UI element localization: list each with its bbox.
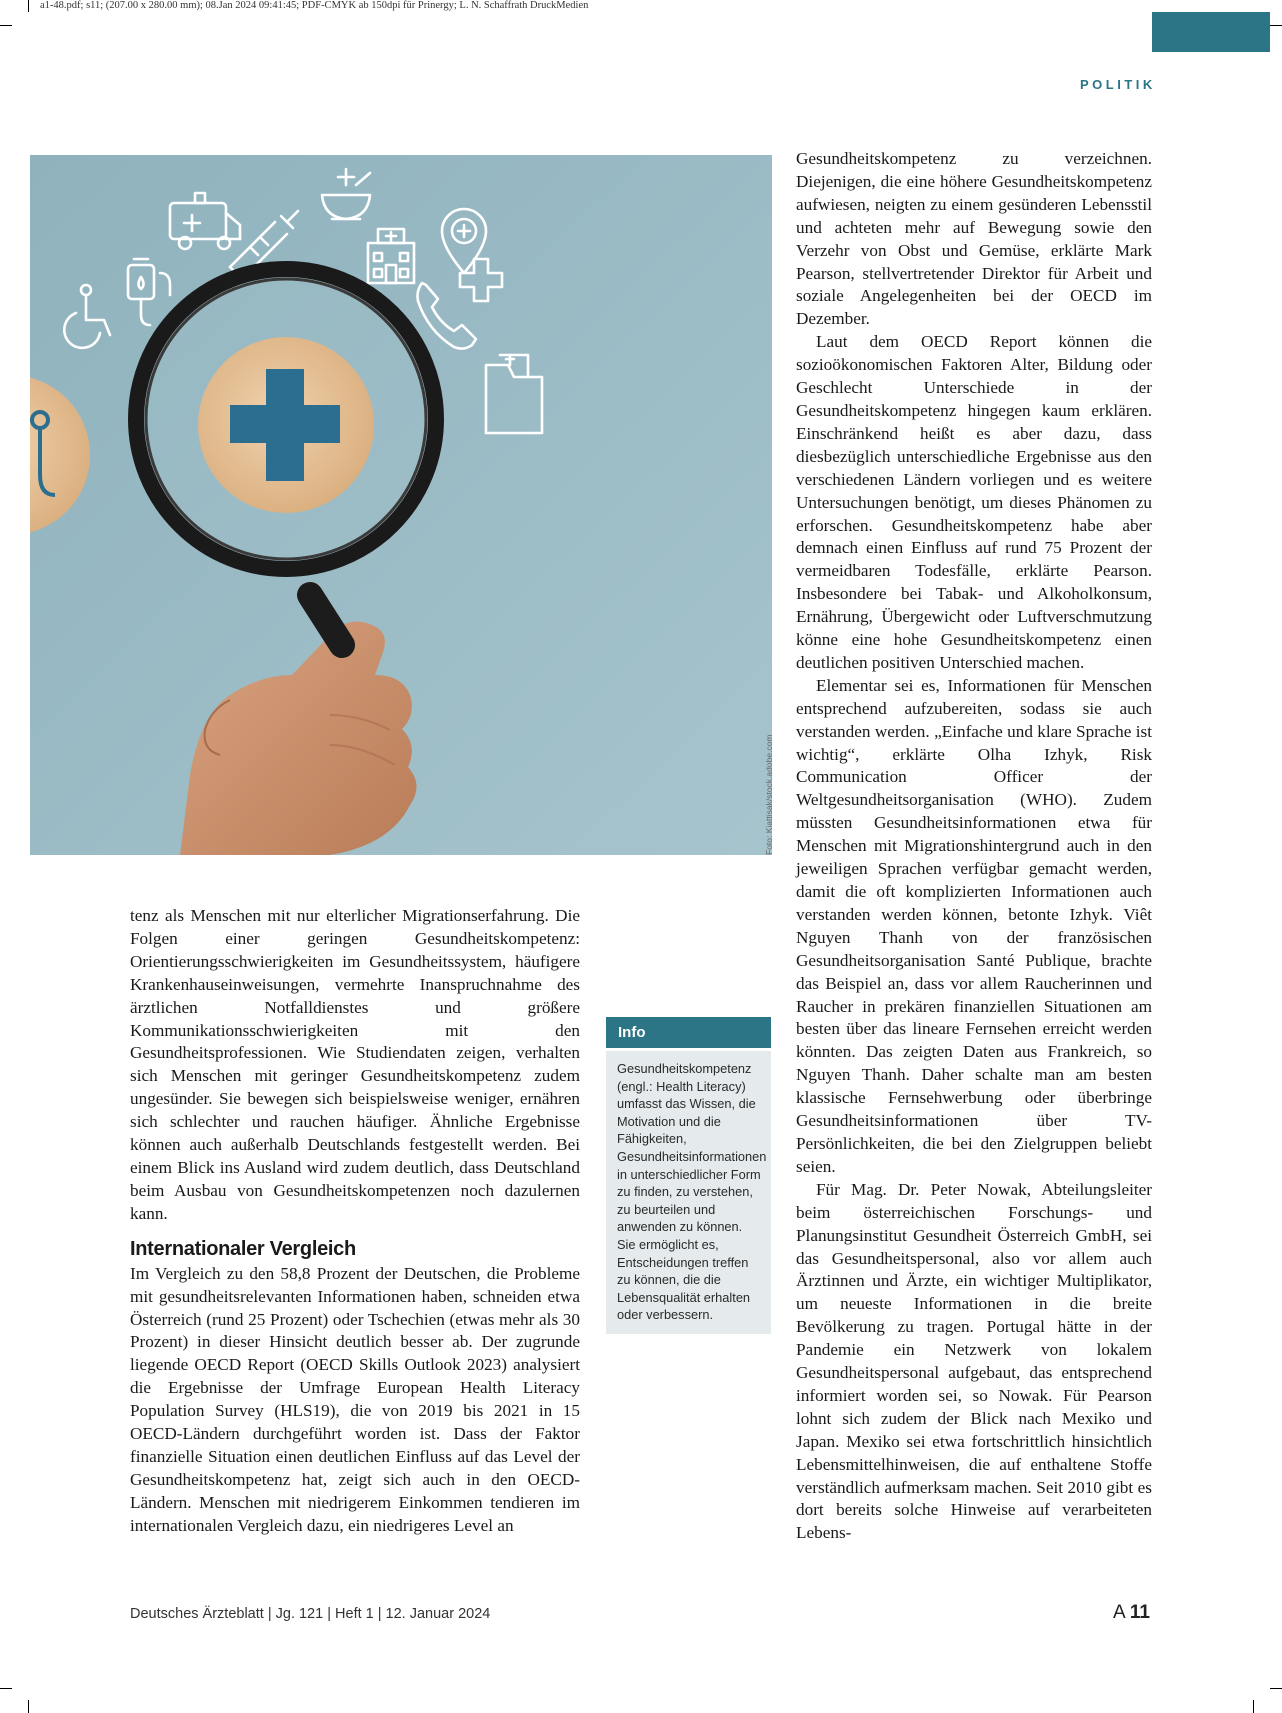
right-column xyxy=(796,148,1152,1545)
page-number xyxy=(1113,1602,1150,1624)
info-box-text: Gesundheitskompetenz (engl.: Health Literacy) umfasst das Wissen, die Motivation und die Fähigkeiten, Gesundheitsinformationen in unterschiedlicher Form zu finden, zu verstehen, zu beurteilen und anwenden zu können. Sie ermöglicht es, Entscheidungen treffen zu können, die die Lebensqualität erhalten oder verbessern. xyxy=(606,1051,771,1334)
crop-mark xyxy=(28,1700,29,1713)
crop-mark xyxy=(1270,25,1282,26)
left-paragraph-2: Im Vergleich zu den 58,8 Prozent der Deutschen, die Probleme mit gesundheitsrelevanten Informationen haben, schneiden etwa Österreich (rund 25 Prozent) oder Tschechien (etwas mehr als 30 Prozent) in dieser Hinsicht deutlich besser ab. Der zugrunde liegende OECD Report (OECD Skills Outlook 2023) analysiert die Ergebnisse der Umfrage European Health Literacy Population Survey (HLS19), die von 2019 bis 2021 in 15 OECD-Ländern durchgeführt worden ist. Dass der Faktor finanzielle Situation einen deutlichen Einfluss auf das Level der Gesundheitskompetenz hat, zeigt sich auch in den OECD-Ländern. Menschen mit niedrigerem Einkommen tendieren im internationalen Vergleich dazu, ein niedrigeres Level an xyxy=(130,1263,580,1535)
crop-mark xyxy=(28,0,29,12)
footer-issue: Heft 1 xyxy=(335,1606,374,1622)
left-column xyxy=(130,905,580,1538)
info-box xyxy=(606,1017,771,1334)
subheading-internationaler-vergleich: Internationaler Vergleich xyxy=(130,1237,356,1260)
footer-date: 12. Januar 2024 xyxy=(385,1606,491,1622)
page-prefix: A xyxy=(1113,1602,1125,1623)
footer-citation: Deutsches Ärzteblatt | Jg. 121 | Heft 1 | 12. Januar 2024 xyxy=(130,1606,491,1622)
crop-mark xyxy=(0,1688,12,1689)
right-paragraph-2: Laut dem OECD Report können die sozioökonomischen Faktoren Alter, Bildung oder Geschlecht Unterschiede in der Gesundheitskompetenz hingegen kaum erklären. Einschränkend heißt es aber dazu, dass diesbezüglich unterschiedliche Ergebnisse aus den verschiedenen Ländern vorliegen und es weitere Untersuchungen benötigt, um dieses Phänomen zu erforschen. Gesundheitskompetenz habe aber demnach einen Einfluss auf rund 75 Prozent der vermeidbaren Todesfälle, erklärte Pearson. Insbesondere bei Tabak- und Alkoholkonsum, Ernährung, Übergewicht oder Luftverschmutzung könne eine hohe Gesundheitskompetenz einen deutlichen positiven Unterschied machen. xyxy=(796,332,1152,672)
left-paragraph-1: tenz als Menschen mit nur elterlicher Migrationserfahrung. Die Folgen einer geringen Gesundheitskompetenz: Orientierungsschwierigkeiten im Gesundheitssystem, häufigere Krankenhauseinweisungen, vermehrte Inanspruchnahme des ärztlichen Notfalldienstes und größere Kommunikationsschwierigkeiten mit den Gesundheitsprofessionen. Wie Studiendaten zeigen, verhalten sich Menschen mit geringer Gesundheitskompetenz zudem ungesünder. Sie bewegen sich beispielsweise weniger, ernähren sich schlechter und rauchen häufiger. Ähnliche Ergebnisse können auch außerhalb Deutschlands festgestellt werden. Bei einem Blick ins Ausland wird zudem deutlich, dass Deutschland beim Ausbau von Gesundheitskompetenzen noch dazulernen kann. xyxy=(130,906,580,1223)
info-box-title: Info xyxy=(606,1017,771,1048)
crop-mark xyxy=(0,25,12,26)
photo-credit: Foto: Kiattisak/stock.adobe.com xyxy=(764,734,774,855)
page-number-value: 11 xyxy=(1129,1602,1150,1623)
footer-journal: Deutsches Ärzteblatt xyxy=(130,1606,264,1622)
crop-mark xyxy=(1270,1688,1282,1689)
article-photo xyxy=(30,155,772,855)
right-paragraph-3: Elementar sei es, Informationen für Menschen entsprechend aufzubereiten, sodass sie auch verstanden werden. „Einfache und klare Sprache ist wichtig“, erklärte Olha Izhyk, Risk Communication Officer der Weltgesundheitsorganisation (WHO). Zudem müssten Gesundheitsinformationen etwa für Menschen mit Migrationshintergrund auch in den jeweiligen Sprachen verfügbar gemacht werden, damit die oft komplizierten Informationen auch verstanden werden können, betonte Izhyk. Viêt Nguyen Thanh von der französischen Gesundheitsorganisation Santé Publique, brachte das Beispiel an, dass vor allem Raucherinnen und Raucher in prekären finanziellen Situationen am besten über das lineare Fernsehen erreicht werden könnten. Das zeigten Daten aus Frankreich, so Nguyen Thanh. Daher schalte man am besten klassische Fernsehwerbung oder überbringe Gesundheitsinformationen über TV-Persönlichkeiten, die bei den Zielgruppen beliebt seien. xyxy=(796,675,1152,1176)
section-label: POLITIK xyxy=(1080,77,1156,92)
crop-mark xyxy=(1253,1700,1254,1713)
right-paragraph-4: Für Mag. Dr. Peter Nowak, Abteilungsleiter beim österreichischen Forschungs- und Planungsinstitut Gesundheit Österreich GmbH, sei das Gesundheitspersonal, also vor allem auch Ärztinnen und Ärzte, ein wichtiger Multiplikator, um neueste Informationen in die breite Bevölkerung zu tragen. Portugal hätte in der Pandemie ein Netzwerk von lokalem Gesundheitspersonal aufgebaut, das entsprechend informiert worden sei, so Nowak. Für Pearson lohnt sich zudem der Blick nach Mexiko und Japan. Mexiko sei etwa fortschrittlich hinsichtlich Lebensmittelhinweisen, die auf enthaltene Stoffe verständlich aufmerksam machen. Seit 2010 gibt es dort bereits solche Hinweise auf verarbeiteten Lebens- xyxy=(796,1179,1152,1543)
right-paragraph-1: Gesundheitskompetenz zu verzeichnen. Diejenigen, die eine höhere Gesundheitskompetenz aufwiesen, neigten zu einem gesünderen Lebensstil und achteten mehr auf Bewegung sowie den Verzehr von Obst und Gemüse, erklärte Mark Pearson, stellvertretender Direktor für Arbeit und soziale Angelegenheiten bei der OECD im Dezember. xyxy=(796,149,1152,329)
print-info-line: a1-48.pdf; s11; (207.00 x 280.00 mm); 08.Jan 2024 09:41:45; PDF-CMYK ab 150dpi für Prinergy; L. N. Schaffrath DruckMedien xyxy=(40,0,589,11)
footer-volume: Jg. 121 xyxy=(275,1606,324,1622)
section-color-tab xyxy=(1152,12,1270,52)
